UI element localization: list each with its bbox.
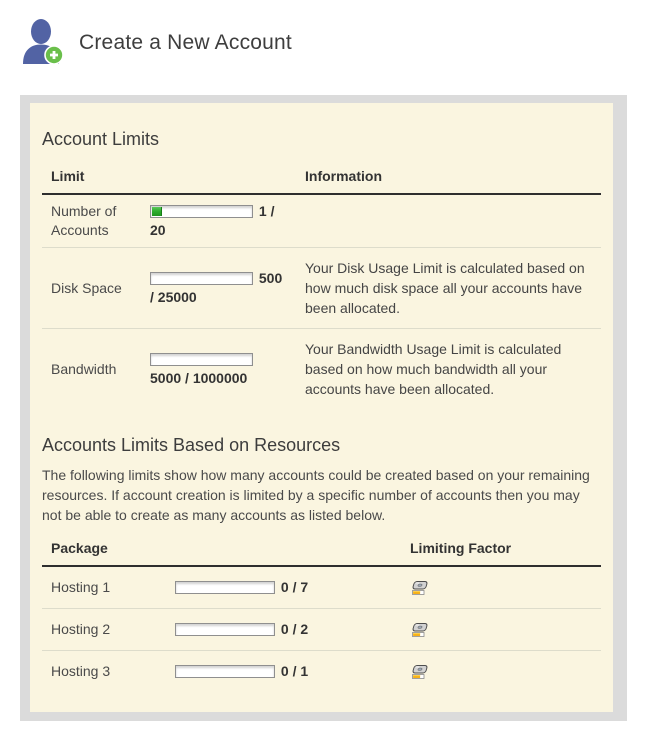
page-header [0, 0, 647, 66]
limit-usage-cell [150, 350, 305, 388]
column-header-spacer [150, 168, 305, 184]
page-title: Create a New Account [79, 31, 292, 54]
package-label: Hosting 3 [51, 663, 111, 679]
progress-bar [175, 581, 275, 594]
account-limits-table [42, 168, 601, 409]
package-label: Hosting 1 [51, 579, 111, 595]
disk-icon [410, 667, 430, 684]
table-row [42, 608, 601, 650]
usage-value: 0 / 1 [280, 663, 309, 679]
progress-bar [150, 353, 253, 366]
package-label: Hosting 2 [51, 621, 111, 637]
resource-limits-heading: Accounts Limits Based on Resources [42, 435, 341, 455]
account-limits-panel [30, 103, 613, 712]
disk-icon [410, 583, 430, 600]
limit-usage-cell [150, 202, 305, 240]
column-header-spacer [175, 540, 410, 556]
user-add-icon [20, 18, 64, 69]
table-row [42, 195, 601, 247]
account-limits-table-header [42, 168, 601, 195]
limit-info: Your Disk Usage Limit is calculated based on how much disk space all your accounts have been allocated. [305, 260, 585, 316]
limiting-factor-cell [410, 664, 601, 680]
limit-label: Disk Space [51, 279, 122, 296]
limit-label: Number of Accounts [51, 203, 117, 238]
usage-value: 5000 / 1000000 [150, 370, 248, 386]
package-usage-cell [175, 578, 410, 597]
package-usage-cell [175, 620, 410, 639]
column-header-information: Information [305, 168, 382, 184]
usage-value: 0 / 2 [280, 621, 309, 637]
table-row [42, 328, 601, 409]
limit-info: Your Bandwidth Usage Limit is calculated based on how much bandwidth all your accounts have been allocated. [305, 341, 562, 397]
progress-bar [150, 272, 253, 285]
usage-value: 0 / 7 [280, 579, 309, 595]
usage-value: 1 / 20 [150, 203, 275, 238]
progress-bar [150, 205, 253, 218]
resource-limits-description: The following limits show how many accounts could be created based on your remaining resources. If account creation is limited by a specific number of accounts then you may not be able to create as many accounts as listed below. [42, 467, 590, 523]
usage-value: 500 / 25000 [150, 270, 283, 305]
progress-bar-fill [152, 207, 162, 216]
limit-usage-cell [150, 269, 305, 307]
column-header-limiting-factor: Limiting Factor [410, 540, 512, 556]
table-row [42, 247, 601, 328]
progress-bar [175, 665, 275, 678]
table-row [42, 567, 601, 608]
package-usage-cell [175, 662, 410, 681]
content-frame [20, 95, 627, 721]
limiting-factor-cell [410, 580, 601, 596]
package-table-header [42, 540, 601, 567]
progress-bar [175, 623, 275, 636]
account-limits-heading: Account Limits [42, 129, 160, 149]
table-row [42, 650, 601, 692]
limiting-factor-cell [410, 622, 601, 638]
disk-icon [410, 625, 430, 642]
limit-label: Bandwidth [51, 360, 117, 377]
package-limits-table [42, 540, 601, 692]
limit-info [305, 218, 601, 224]
column-header-package: Package [51, 540, 108, 556]
column-header-limit: Limit [51, 168, 85, 184]
